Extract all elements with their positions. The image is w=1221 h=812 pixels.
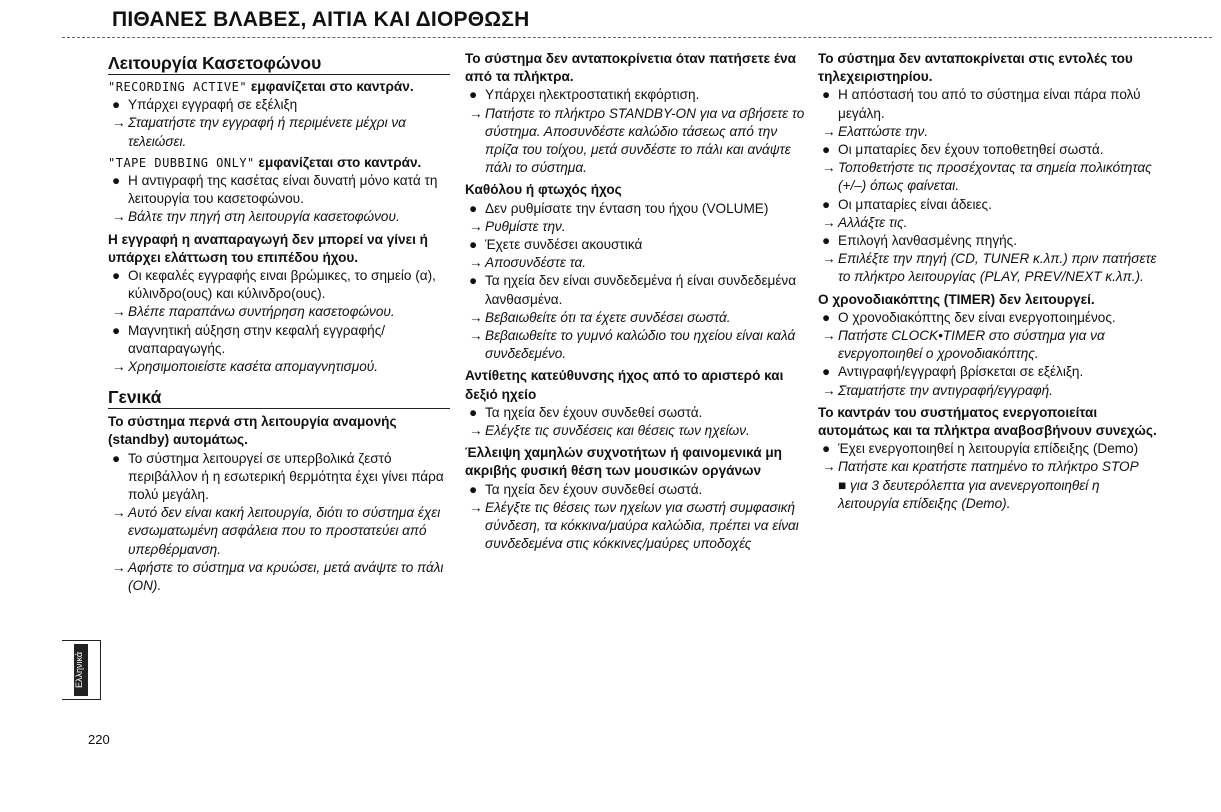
cause-item: ● Η αντιγραφή της κασέτας είναι δυνατή μόνο κατά τη λειτουργία του κασετοφώνου. — [112, 173, 438, 207]
column-1 — [108, 50, 450, 595]
cause-item: ● Υπάρχει εγγραφή σε εξέλιξη — [108, 96, 450, 114]
arrow-icon: → — [822, 382, 836, 398]
bullet-icon: ● — [112, 268, 121, 284]
cause-item: ● Μαγνητική αύξηση στην κεφαλή εγγραφής/αναπαραγωγής. — [112, 322, 386, 356]
cause-item: ● Αντιγραφή/εγγραφή βρίσκεται σε εξέλιξη. — [818, 363, 1163, 381]
bullet-icon: ● — [469, 237, 478, 253]
remedy-item: → Βεβαιωθείτε το γυμνό καλώδιο του ηχείου είναι καλά συνδεδεμένο. — [469, 328, 796, 362]
cause-item: ● Η απόστασή του από το σύστημα είναι πάρα πολύ μεγάλη. — [822, 87, 1141, 121]
problem-heading: Το σύστημα δεν ανταποκρίνεται στις εντολές του τηλεχειριστηρίου. — [818, 51, 1133, 85]
language-tab — [62, 632, 102, 702]
cause-item: ● Υπάρχει ηλεκτροστατική εκφόρτιση. — [465, 86, 805, 104]
bullet-icon: ● — [822, 142, 831, 158]
remedy-item: → Ελέγξτε τις συνδέσεις και θέσεις των ηχείων. — [465, 422, 805, 440]
column-3 — [818, 50, 1163, 513]
arrow-icon: → — [469, 499, 483, 515]
bullet-icon: ● — [822, 441, 831, 457]
remedy-item: → Σταματήστε την αντιγραφή/εγγραφή. — [818, 382, 1163, 400]
arrow-icon: → — [112, 505, 126, 521]
display-message: "RECORDING ACTIVE" — [108, 80, 248, 94]
cause-item: ● Τα ηχεία δεν έχουν συνδεθεί σωστά. — [465, 481, 805, 499]
arrow-icon: → — [822, 160, 836, 176]
remedy-item: → Ελέγξτε τις θέσεις των ηχείων για σωστή συμφασική σύνδεση, τα κόκκινα/μαύρα καλώδια, πρέπει να είναι συνδεδεμένα στις κόκκινες/μαύρες υποδοχές — [469, 499, 799, 552]
remedy-item: → Πατήστε και κρατήστε πατημένο το πλήκτρο STOP ■ για 3 δευτερόλεπτα για ανενεργοποιηθεί η λειτουργία επίδειξης (Demo). — [822, 459, 1139, 511]
page-title: ΠΙΘΑΝΕΣ ΒΛΑΒΕΣ, ΑΙΤΙΑ ΚΑΙ ΔΙΟΡΘΩΣΗ — [112, 8, 530, 31]
cause-item: ● Οι μπαταρίες δεν έχουν τοποθετηθεί σωστά. — [818, 141, 1163, 159]
arrow-icon: → — [112, 209, 126, 225]
arrow-icon: → — [112, 115, 126, 131]
bullet-icon: ● — [822, 87, 831, 103]
cause-item: ● Οι κεφαλές εγγραφής ειναι βρώμικες, το σημείο (α), κύλινδρο(ους) και κύλινδρο(ους). — [112, 268, 436, 302]
title-rule — [62, 37, 1212, 38]
cause-item: ● Τα ηχεία δεν έχουν συνδεθεί σωστά. — [465, 404, 805, 422]
arrow-icon: → — [822, 123, 836, 139]
cause-item: ● Το σύστημα λειτουργεί σε υπερβολικά ζεστό περιβάλλον ή η εσωτερική θερμότητα έχει γίνει πάρα πολύ μεγάλη. — [112, 450, 444, 503]
bullet-icon: ● — [112, 97, 121, 113]
arrow-icon: → — [822, 251, 836, 267]
remedy-item: → Βλέπε παραπάνω συντήρηση κασετοφώνου. — [108, 303, 450, 321]
remedy-item: → Χρησιμοποιείστε κασέτα απομαγνητισμού. — [108, 358, 450, 376]
remedy-item: → Ελαττώστε την. — [818, 123, 1163, 141]
arrow-icon: → — [112, 359, 126, 375]
arrow-icon: → — [469, 105, 483, 121]
column-2 — [465, 50, 805, 553]
bullet-icon: ● — [822, 233, 831, 249]
bullet-icon: ● — [469, 200, 478, 216]
cause-item: ● Επιλογή λανθασμένης πηγής. — [818, 232, 1163, 250]
cause-item: ● Οι μπαταρίες είναι άδειες. — [818, 196, 1163, 214]
problem-heading: Το καντράν του συστήματος ενεργοποιείται αυτομάτως και τα πλήκτρα αναβοσβήνουν συνεχώς. — [818, 404, 1157, 439]
remedy-item: → Τοποθετήστε τις προσέχοντας τα σημεία πολικότητας (+/–) όπως φαίνεται. — [822, 160, 1152, 194]
cause-item: ● Ο χρονοδιακόπτης δεν είναι ενεργοποιημένος. — [818, 309, 1163, 327]
remedy-item: → Βεβαιωθείτε ότι τα έχετε συνδέσει σωστά. — [465, 309, 805, 327]
remedy-item: → Αυτό δεν είναι κακή λειτουργία, διότι το σύστημα έχει ενσωματωμένη ασφάλεια που το προστατεύει από υπερθέρμανση. — [112, 505, 441, 557]
page-number: 220 — [88, 732, 110, 747]
remedy-item: → Αφήστε το σύστημα να κρυώσει, μετά ανάψτε το πάλι (ON). — [112, 559, 444, 594]
section-heading-general: Γενικά — [108, 386, 450, 409]
bullet-icon: ● — [112, 450, 121, 466]
problem-heading: "RECORDING ACTIVE" εμφανίζεται στο καντράν. — [108, 79, 414, 94]
display-message: "TAPE DUBBING ONLY" — [108, 155, 255, 170]
bullet-icon: ● — [822, 364, 831, 380]
bullet-icon: ● — [112, 173, 121, 189]
arrow-icon: → — [112, 559, 126, 575]
remedy-item: → Βάλτε την πηγή στη λειτουργία κασετοφώνου. — [108, 208, 450, 226]
arrow-icon: → — [469, 328, 483, 344]
arrow-icon: → — [469, 218, 483, 234]
problem-heading: Έλλειψη χαμηλών συχνοτήτων ή φαινομενικά μη ακριβής φυσική θέση των μουσικών οργάνων — [465, 445, 782, 479]
arrow-icon: → — [469, 423, 483, 439]
bullet-icon: ● — [822, 196, 831, 212]
arrow-icon: → — [822, 214, 836, 230]
remedy-item: → Πατήστε CLOCK•TIMER στο σύστημα για να ενεργοποιηθεί ο χρονοδιακόπτης. — [822, 328, 1105, 362]
cause-item: ● Έχει ενεργοποιηθεί η λειτουργία επίδειξης (Demo) — [818, 440, 1163, 458]
cause-item: ● Δεν ρυθμίσατε την ένταση του ήχου (VOLUME) — [465, 200, 805, 218]
problem-heading: Καθόλου ή φτωχός ήχος — [465, 182, 622, 198]
problem-heading: Αντίθετης κατεύθυνσης ήχος από το αριστερό και δεξιό ηχείο — [465, 368, 784, 402]
problem-heading: Το σύστημα περνά στη λειτουργία αναμονής (standby) αυτομάτως. — [108, 414, 397, 448]
bullet-icon: ● — [822, 309, 831, 325]
arrow-icon: → — [469, 255, 483, 271]
remedy-item: → Αποσυνδέστε τα. — [465, 254, 805, 272]
cause-item: ● Έχετε συνδέσει ακουστικά — [465, 236, 805, 254]
arrow-icon: → — [112, 304, 126, 320]
cause-item: ● Τα ηχεία δεν είναι συνδεδεμένα ή είναι συνδεδεμένα λανθασμένα. — [469, 273, 797, 307]
problem-heading: Ο χρονοδιακόπτης (TIMER) δεν λειτουργεί. — [818, 291, 1095, 307]
remedy-item: → Ρυθμίστε την. — [465, 218, 805, 236]
remedy-item: → Επιλέξτε την πηγή (CD, TUNER κ.λπ.) πριν πατήσετε το πλήκτρο λειτουργίας (PLAY, PREV/NEXT κ.λπ.). — [822, 251, 1157, 285]
section-heading-cassette: Λειτουργία Κασετοφώνου — [108, 52, 450, 75]
arrow-icon: → — [822, 328, 836, 344]
remedy-item: → Αλλάξτε τις. — [818, 214, 1163, 232]
tab-label: Ελληνικά — [74, 644, 88, 696]
bullet-icon: ● — [469, 87, 478, 103]
problem-heading: "TAPE DUBBING ONLY" εμφανίζεται στο καντράν. — [108, 154, 422, 170]
problem-heading: Το σύστημα δεν ανταποκρίνετια όταν πατήσετε ένα από τα πλήκτρα. — [465, 51, 796, 85]
bullet-icon: ● — [469, 481, 478, 497]
remedy-item: → Σταματήστε την εγγραφή ή περιμένετε μέχρι να τελειώσει. — [112, 115, 406, 149]
bullet-icon: ● — [469, 404, 478, 420]
remedy-item: → Πατήστε το πλήκτρο STANDBY-ON για να σβήσετε το σύστημα. Αποσυνδέστε καλώδιο τάσεως από την πρίζα του τοίχου, μετά συνδέστε το πάλι και ανάψτε πάλι το σύστημα. — [469, 105, 805, 176]
stop-square-icon: ■ — [838, 477, 847, 493]
arrow-icon: → — [469, 309, 483, 325]
arrow-icon: → — [822, 459, 836, 475]
bullet-icon: ● — [469, 273, 478, 289]
bullet-icon: ● — [112, 322, 121, 338]
problem-heading: Η εγγραφή η αναπαραγωγή δεν μπορεί να γίνει ή υπάρχει ελάττωση του επιπέδου ήχου. — [108, 231, 428, 265]
